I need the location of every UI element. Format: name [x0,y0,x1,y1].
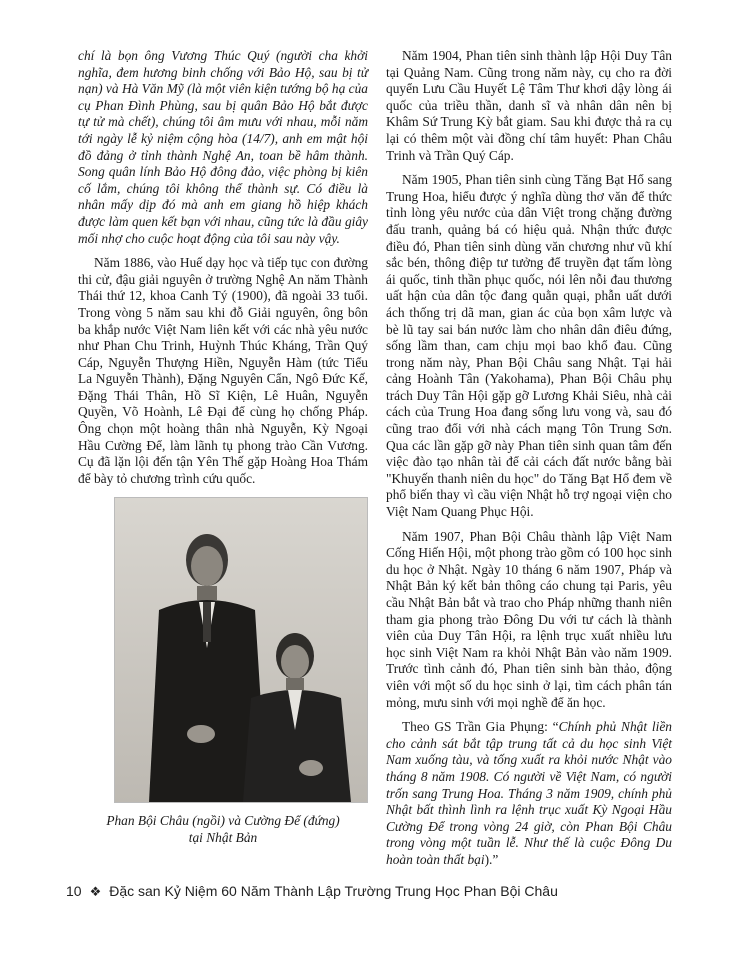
publication-title: Đặc san Kỷ Niệm 60 Năm Thành Lập Trường Trung Học Phan Bội Châu [109,883,558,899]
page-number: 10 [66,883,82,899]
photo-caption-line2: tại Nhật Bản [188,830,258,846]
quote-italic-text: Chính phủ Nhật liền cho cảnh sát bắt tập trung tất cả du học sinh Việt Nam xuống tàu, và tống xuất ra khỏi nước Nhật vào tháng 8 năm 1908. Có người về Việt Nam, có người trốn sang Trung Hoa. Tháng 3 năm 1909, chính phủ Nhật bất thình lình ra lệnh trục xuất Kỳ Ngoại Hầu Cường Để trong vòng 24 giờ, còn Phan Bội Châu trong vòng một tuần lễ. Như thế là cuộc Đông Du hoàn toàn thất bại [386,719,672,867]
paragraph-1886: Năm 1886, vào Huế dạy học và tiếp tục con đường thi cử, đậu giải nguyên ở trường Nghệ An năm Thành Thái thứ 12, khoa Canh Tý (1900), đã ngoài 33 tuổi. Trong vòng 5 năm sau khi đỗ Giải nguyên, ông bôn ba khắp nước Việt Nam liên kết với các nhà yêu nước như Phan Chu Trinh, Huỳnh Thúc Kháng, Trần Quý Cáp, Nguyễn Thượng Hiền, Nguyễn Hàm (tức Tiểu La Nguyễn Thành), Đặng Nguyên Cẩn, Ngô Đức Kế, Đặng Thái Thân, Hồ Sĩ Kiện, Lê Huân, Nguyễn Quyền, Võ Hoành, Lê Đại để cùng họ chống Pháp. Ông chọn một hoàng thân nhà Nguyễn, Kỳ Ngoại Hầu Cường Để, làm lãnh tụ phong trào Cần Vương. Cụ đã lặn lội đến tận Yên Thế gặp Hoàng Hoa Thám để bày tỏ chương trình cứu quốc. [78,255,368,486]
quote-suffix: ).” [484,851,499,867]
memoir-quote-paragraph: chí là bọn ông Vương Thúc Quý (người cha khởi nghĩa, đem hương binh chống với Bảo Hộ, sau bị tử nạn) và Hà Văn Mỹ (là một viên kiện tướng bộ hạ của cụ Phan Đình Phùng, sau bị quân Bảo Hộ bắt được tự tử mà chết), chúng tôi âm mưu với nhau, mỗi năm tới ngày lễ kỷ niệm cộng hòa (14/7), anh em mật hội đồ đảng ở tỉnh thành Nghệ An, toan bề hâm thành. Song quân lính Bảo Hộ đông đảo, việc phòng bị kiên cố lắm, chúng tôi không thể thành sự. Có điều là nhân mấy dịp đó mà anh em giang hồ hiệp khách được làm quen kết bạn với nhau, cũng tức là đầu giây mối nhợ cho cuộc hoạt động của tôi sau này vậy. [78,48,368,246]
page-footer [66,883,686,900]
photo-caption-line1: Phan Bội Châu (ngồi) và Cường Để (đứng) [106,813,340,829]
paragraph-1904: Năm 1904, Phan tiên sinh thành lập Hội Duy Tân tại Quảng Nam. Cũng trong năm này, cụ cho ra đời quyển Lưu Cầu Huyết Lệ Tâm Thư khơi dậy lòng ái quốc của triều thần, danh sĩ và nhân dân nên bị Khâm Sứ Trung Kỳ bắt giam. Sau khi được thả ra cụ lại có thêm một vài đồng chí tâm huyết: Phan Châu Trinh và Trần Quý Cáp. [386,48,672,163]
quote-prefix: Theo GS Trần Gia Phụng: “ [402,719,559,735]
paragraph-gs-quote [386,719,672,868]
paragraph-1907: Năm 1907, Phan Bội Châu thành lập Việt Nam Cống Hiến Hội, một phong trào gồm có 100 học sinh du học ở Nhật. Ngày 10 tháng 6 năm 1907, Pháp và Nhật Bản ký kết bản thông cáo chung tại Paris, yêu cầu Nhật Bản bắt và trao cho Pháp những thanh niên tham gia phong trào Đông Du với tư cách là thành viên của Duy Tân Hội, ra lệnh trục xuất nhiều lưu học sinh Việt Nam ra khỏi Nhật Bản vào năm 1909. Trước tình cảnh đó, Phan tiên sinh bàn thảo, động viên với một số du học sinh ở lại, tìm cách phân tán mỏng, mưu sinh với mọi nghề để ăn học. [386,528,672,710]
right-column [386,48,672,877]
historical-photo [114,497,368,803]
diamond-separator-icon: ❖ [89,884,102,899]
photo-caption [78,813,368,846]
paragraph-1905: Năm 1905, Phan tiên sinh cùng Tăng Bạt Hổ sang Trung Hoa, hiểu được ý nghĩa dùng thơ văn để thức tỉnh lòng yêu nước của dân Việt trong chặng đường đấu tranh, quảng bá có hiệu quả. Nhận thức được điều đó, Phan tiên sinh dùng văn chương như vũ khí sắc bén, thông điệp tư tưởng để truyền đạt tấm lòng ái quốc, tinh thần phục quốc, nói lên nỗi đau thương uất hận của dân tộc đang quằn quại, phẫn uất dưới ách thống trị dã man, gian ác của bọn xâm lược và bè lũ tay sai bán nước làm cho nhân dân điêu đứng, sống lầm than, cam chịu mọi bao khổ đau. Cũng trong năm này, Phan Bội Châu sang Nhật. Tại hải cảng Hoành Tân (Yakohama), Phan Bội Châu phụ trách Duy Tân Hội gặp gỡ Lương Khải Siêu, nhà cải cách của Trung Hoa đang sống lưu vong và, sau đó cũng trao đổi với nhà cách mạng Tôn Trung Sơn. Qua các lần gặp gỡ này Phan tiên sinh quan tâm đến việc đào tạo nhân tài để cải cách đất nước bằng bài "Khuyến thanh niên du học" do Tăng Bạt Hổ đem về phổ biến thay vì cầu viện Nhật hỗ trợ ngoại viện cho Việt Nam Quang Phục Hội. [386,172,672,520]
photo-illustration [115,498,367,802]
left-column [78,48,368,847]
photo-figure [78,497,368,846]
